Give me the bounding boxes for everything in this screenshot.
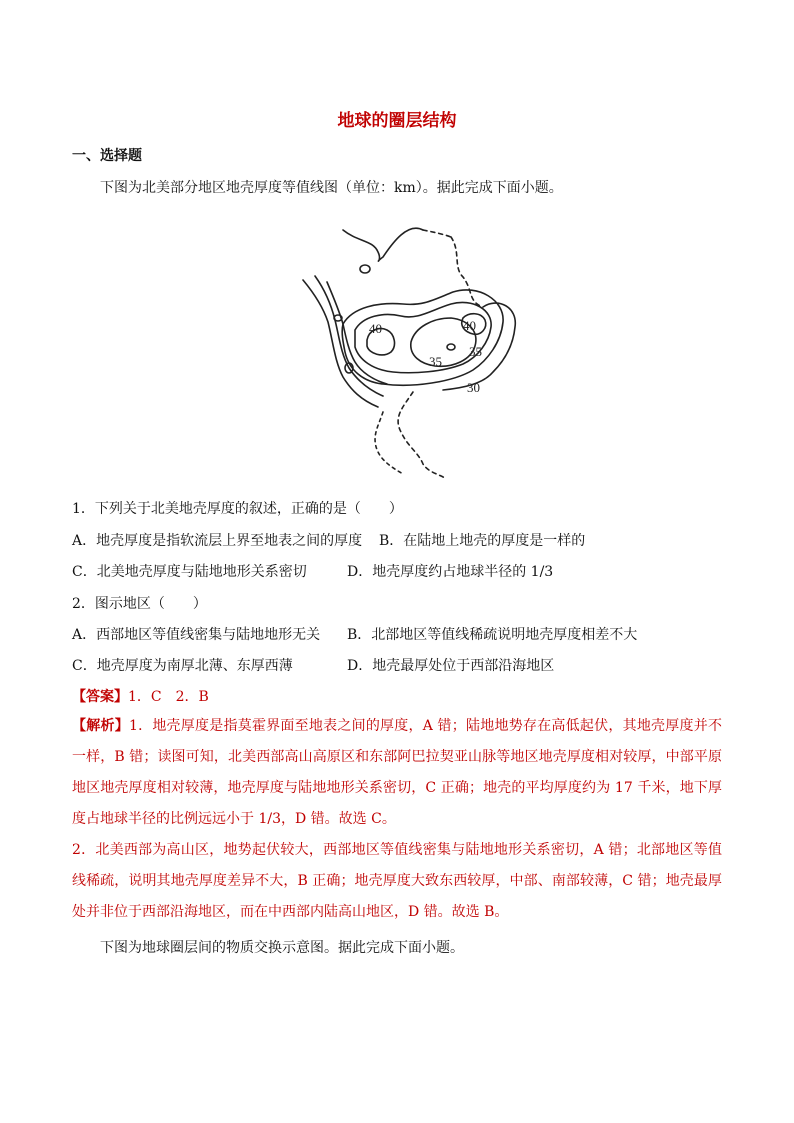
- analysis-paragraph-2: [72, 835, 722, 928]
- analysis-text-1: 1．地壳厚度是指莫霍界面至地表之间的厚度，A 错；陆地地势存在高低起伏，其地壳厚度并不一样，B 错；读图可知，北美西部高山高原区和东部阿巴拉契亚山脉等地区地壳厚度相对较厚，中部平原地区地壳厚度相对较薄，地壳厚度与陆地地形关系密切，C 正确；地壳的平均厚度约为 17 千米，地下厚度占地球半径的比例远远小于 1/3，D 错。故选 C。: [72, 718, 722, 827]
- q1-stem: 1．下列关于北美地壳厚度的叙述，正确的是（ ）: [72, 501, 403, 517]
- analysis-tag: 【解析】: [72, 718, 129, 734]
- q1-option-c: C．北美地壳厚度与陆地地形关系密切: [72, 564, 307, 580]
- q2-option-b: B．北部地区等值线稀疏说明地壳厚度相差不大: [347, 627, 638, 643]
- q2-option-c: C．地壳厚度为南厚北薄、东厚西薄: [72, 658, 293, 674]
- analysis-text-2: 2．北美西部为高山区，地势起伏较大，西部地区等值线密集与陆地地形关系密切，A 错；北部地区等值线稀疏，说明其地壳厚度差异不大，B 正确；地壳厚度大致东西较厚，中部、南部较薄，C 错；地壳最厚处并非位于西部沿海地区，而在中西部内陆高山地区，D 错。故选 B。: [72, 842, 722, 920]
- section-heading: 一、选择题: [72, 148, 142, 164]
- q1-option-a: A．地壳厚度是指软流层上界至地表之间的厚度: [72, 533, 363, 549]
- q2-option-a: A．西部地区等值线密集与陆地地形无关: [72, 627, 321, 643]
- answer-line: [72, 686, 209, 706]
- q1-option-d: D．地壳厚度约占地球半径的 1/3: [347, 564, 554, 580]
- answer-tag: 【答案】: [72, 689, 128, 705]
- q1-option-b: B．在陆地上地壳的厚度是一样的: [379, 533, 586, 549]
- analysis-paragraph-1: [72, 711, 722, 835]
- contour-label-40-east: 40: [463, 318, 476, 333]
- page-title: 地球的圈层结构: [337, 111, 457, 131]
- contour-label-40-west: 40: [369, 321, 382, 336]
- crust-thickness-map: [283, 212, 523, 480]
- contour-label-35-inner: 35: [429, 354, 442, 369]
- intro-text-1: 下图为北美部分地区地壳厚度等值线图（单位：km）。据此完成下面小题。: [100, 180, 563, 196]
- map-figure: [283, 212, 523, 480]
- q2-stem: 2．图示地区（ ）: [72, 596, 207, 612]
- intro-text-2: 下图为地球圈层间的物质交换示意图。据此完成下面小题。: [100, 940, 464, 956]
- contour-label-35-east: 35: [469, 344, 482, 359]
- answer-text: 1．C 2．B: [128, 689, 209, 705]
- contour-label-30: 30: [467, 380, 480, 395]
- q2-option-d: D．地壳最厚处位于西部沿海地区: [347, 658, 555, 674]
